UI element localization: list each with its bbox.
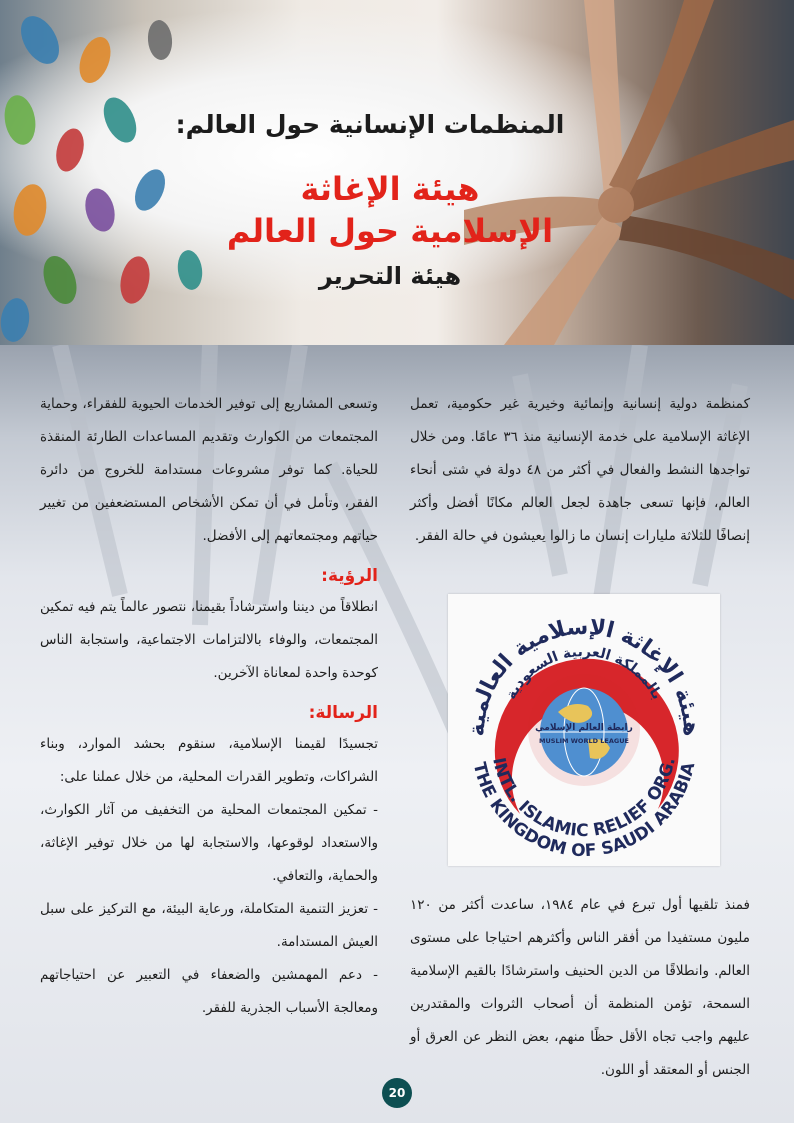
author-byline: هيئة التحرير — [318, 262, 462, 290]
mission-paragraph: تجسيدًا لقيمنا الإسلامية، سنقوم بحشد الموارد، وبناء الشراكات، وتطوير القدرات المحلية، من خلال عملنا على: — [40, 736, 378, 785]
logo-english-arc-inner: INTL. ISLAMIC RELIEF ORG. — [488, 755, 680, 842]
vision-paragraph: انطلاقاً من ديننا واسترشاداً بقيمنا، نتصور عالماً يتم فيه تمكين المجتمعات، والوفاء بالالتزامات الاجتماعية، واستجابة الناس كوحدة واحدة لمعاناة الآخرين. — [40, 599, 378, 681]
mission-heading: الرسالة: — [308, 703, 378, 723]
vision-heading: الرؤية: — [321, 566, 378, 586]
svg-text:رابطة العالم الإسلامي: رابطة العالم الإسلامي — [535, 723, 633, 733]
projects-paragraph: وتسعى المشاريع إلى توفير الخدمات الحيوية للفقراء، وحماية المجتمعات من الكوارث وتقديم المساعدات الطارئة المنقذة للحياة. كما توفر مشروعات مستدامة للخروج من دائرة الفقر، وتأمل في أن تمكن الأشخاص المستضعفين من تغيير حياتهم ومجتمعاتهم إلى الأفضل. — [40, 396, 378, 544]
iiro-logo-image — [448, 594, 720, 866]
left-column — [40, 388, 378, 1025]
mission-item: - تمكين المجتمعات المحلية من التخفيف من آثار الكوارث، والاستعداد لوقوعها، والاستجابة لها من خلال توفير الإغاثة، والحماية، والتعافي. — [40, 802, 378, 884]
logo-arabic-arc-inner: بالمملكة العربية السعودية — [503, 643, 666, 703]
history-paragraph: فمنذ تلقيها أول تبرع في عام ١٩٨٤، ساعدت أكثر من ١٢٠ مليون مستفيدا من أفقر الناس وأكثرهم احتياجا على مستوى العالم. وانطلاقًا من الدين الحنيف واسترشادًا بالقيم الإسلامية السمحة، تؤمن المنظمة أن أصحاب الثروات والمقتدرين عليهم واجب تجاه الأقل حظًا منهم، بعض النظر عن العرق أو الجنس أو المعتقد أو اللون. — [410, 897, 750, 1078]
svg-text:MUSLIM WORLD LEAGUE: MUSLIM WORLD LEAGUE — [539, 737, 629, 745]
intro-paragraph: كمنظمة دولية إنسانية وإنمائية وخيرية غير حكومية، تعمل الإغاثة الإسلامية على خدمة الإنسانية منذ ٣٦ عامًا. ومن خلال تواجدها النشط والفعال في أكثر من ٤٨ دولة في شتى أنحاء العالم، فإنها تسعى جاهدة لجعل العالم مكانًا أفضل وأكثر إنصافًا للثلاثة مليارات إنسان ما زالوا يعيشون في حالة الفقر. — [410, 396, 751, 544]
article-title-line2: الإسلامية حول العالم — [226, 212, 554, 250]
mission-item: - دعم المهمشين والضعفاء في التعبير عن احتياجاتهم ومعالجة الأسباب الجذرية للفقر. — [40, 967, 378, 1016]
section-title: المنظمات الإنسانية حول العالم: — [175, 110, 565, 139]
right-column-intro — [410, 388, 750, 553]
page-number-badge: 20 — [382, 1078, 412, 1108]
organization-logo — [448, 594, 720, 866]
logo-arabic-arc: هيئة الإغاثة الإسلامية العالمية — [464, 614, 704, 737]
article-title-line1: هيئة الإغاثة — [300, 170, 480, 208]
mission-item: - تعزيز التنمية المتكاملة، ورعاية البيئة، مع التركيز على سبل العيش المستدامة. — [40, 901, 378, 950]
article-title — [180, 168, 600, 252]
right-column-history — [410, 889, 750, 1087]
header-banner — [0, 0, 794, 345]
logo-english-arc-outer: THE KINGDOM OF SAUDI ARABIA — [468, 760, 700, 862]
